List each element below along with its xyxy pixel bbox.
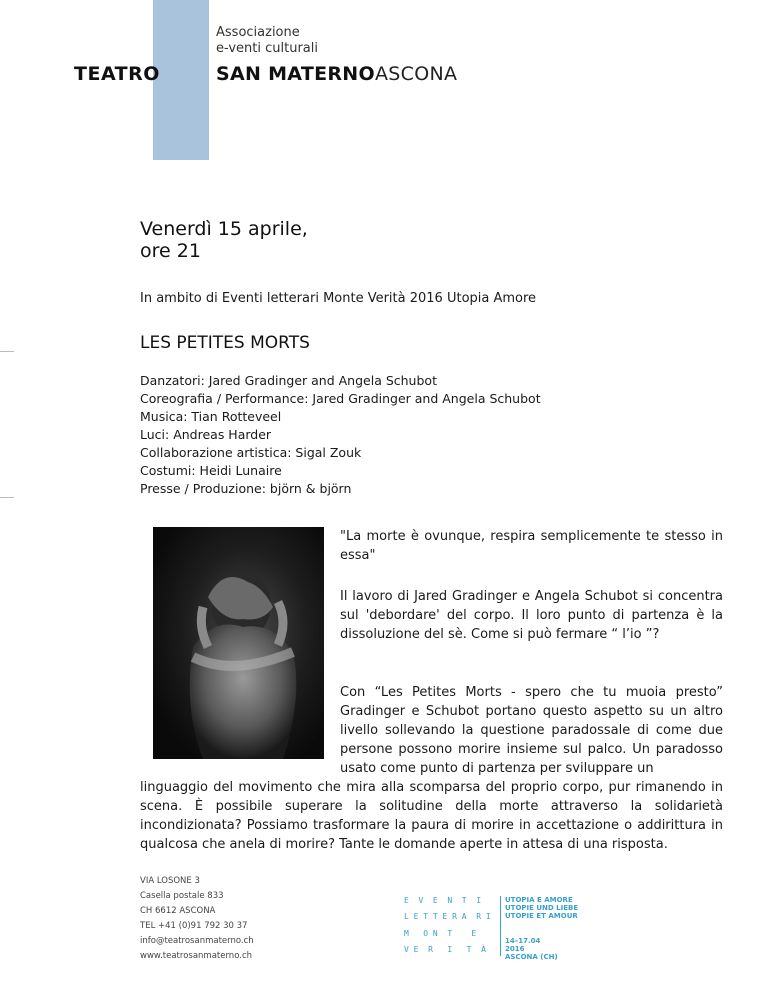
phone-line: TEL +41 (0)91 792 30 37 bbox=[140, 921, 248, 931]
brand-teatro: TEATRO bbox=[74, 63, 160, 85]
credit-line: Presse / Produzione: björn & björn bbox=[140, 481, 352, 496]
address-line: VIA LOSONE 3 bbox=[140, 876, 200, 886]
logo-line: 14–17.04 bbox=[505, 937, 541, 945]
logo-row: M O N T E bbox=[404, 929, 477, 938]
brand-ascona: ASCONA bbox=[374, 63, 458, 85]
performance-photo bbox=[153, 527, 324, 759]
event-date-line-1: Venerdì 15 aprile, bbox=[140, 218, 308, 240]
margin-mark bbox=[0, 351, 14, 352]
credit-line: Musica: Tian Rotteveel bbox=[140, 409, 282, 424]
credit-line: Costumi: Heidi Lunaire bbox=[140, 463, 282, 478]
intro-paragraph: Il lavoro di Jared Gradinger e Angela Schubot si concentra sul 'debordare' del corpo. Il loro punto di partenza è la dissoluzione del sè. Come si può fermare “ l’io ”? bbox=[340, 589, 723, 642]
main-paragraph-part-2: linguaggio del movimento che mira alla scomparsa del proprio corpo, pur rimanendo in scena. È possibile superare la solitudine della morte attraverso la solidarietà incondizionata? Possiamo trasformare la paura di morire in accettazione o addirittura in qualcosa che anela di morire? Tante le domande aperte in attesa di una risposta. bbox=[140, 780, 723, 852]
association-line-2: e-venti culturali bbox=[216, 41, 318, 56]
logo-line: UTOPIA E AMORE bbox=[505, 896, 573, 904]
brand-san-materno: SAN MATERNO bbox=[216, 63, 375, 85]
email-link[interactable]: info@teatrosanmaterno.ch bbox=[140, 936, 254, 946]
logo-line: UTOPIE UND LIEBE bbox=[505, 904, 579, 912]
quote-paragraph: "La morte è ovunque, respira semplicemente te stesso in essa" bbox=[340, 529, 723, 563]
association-label bbox=[216, 25, 318, 57]
logo-line: 2016 bbox=[505, 945, 525, 953]
utopia-amore-logo-text bbox=[505, 896, 578, 961]
logo-line: UTOPIE ET AMOUR bbox=[505, 912, 578, 920]
main-paragraph-part-1: Con “Les Petites Morts - spero che tu muoia presto” Gradinger e Schubot portano questo aspetto su un altro livello sollevando la questione paradossale di come due persone possono morire insieme sul palco. Un paradosso usato come punto di partenza per sviluppare un bbox=[340, 685, 723, 776]
logo-line: ASCONA (CH) bbox=[505, 953, 558, 961]
logo-row: V E R I T À bbox=[404, 945, 486, 954]
logo-row: E V E N T I bbox=[404, 896, 482, 905]
eventi-letterari-logo bbox=[404, 896, 501, 956]
credits-list bbox=[140, 372, 541, 498]
event-date bbox=[140, 218, 308, 262]
address-line: Casella postale 833 bbox=[140, 891, 224, 901]
credit-line: Coreografia / Performance: Jared Gradinger and Angela Schubot bbox=[140, 391, 541, 406]
logo-row: L E T T E R A R I bbox=[404, 912, 491, 921]
event-context: In ambito di Eventi letterari Monte Verità 2016 Utopia Amore bbox=[140, 291, 537, 306]
brand-san-materno-ascona bbox=[216, 63, 457, 85]
header-color-band bbox=[153, 0, 209, 160]
embracing-dancers-illustration bbox=[153, 527, 324, 759]
crossed-keys-emblem-icon bbox=[312, 92, 356, 150]
association-line-1: Associazione bbox=[216, 25, 300, 40]
margin-mark bbox=[0, 497, 14, 498]
credit-line: Danzatori: Jared Gradinger and Angela Schubot bbox=[140, 373, 437, 388]
website-link[interactable]: www.teatrosanmaterno.ch bbox=[140, 951, 253, 961]
event-date-line-2: ore 21 bbox=[140, 240, 201, 262]
credit-line: Luci: Andreas Harder bbox=[140, 427, 272, 442]
show-title: LES PETITES MORTS bbox=[140, 333, 310, 353]
footer-address bbox=[140, 874, 254, 964]
address-line: CH 6612 ASCONA bbox=[140, 906, 216, 916]
credit-line: Collaborazione artistica: Sigal Zouk bbox=[140, 445, 362, 460]
